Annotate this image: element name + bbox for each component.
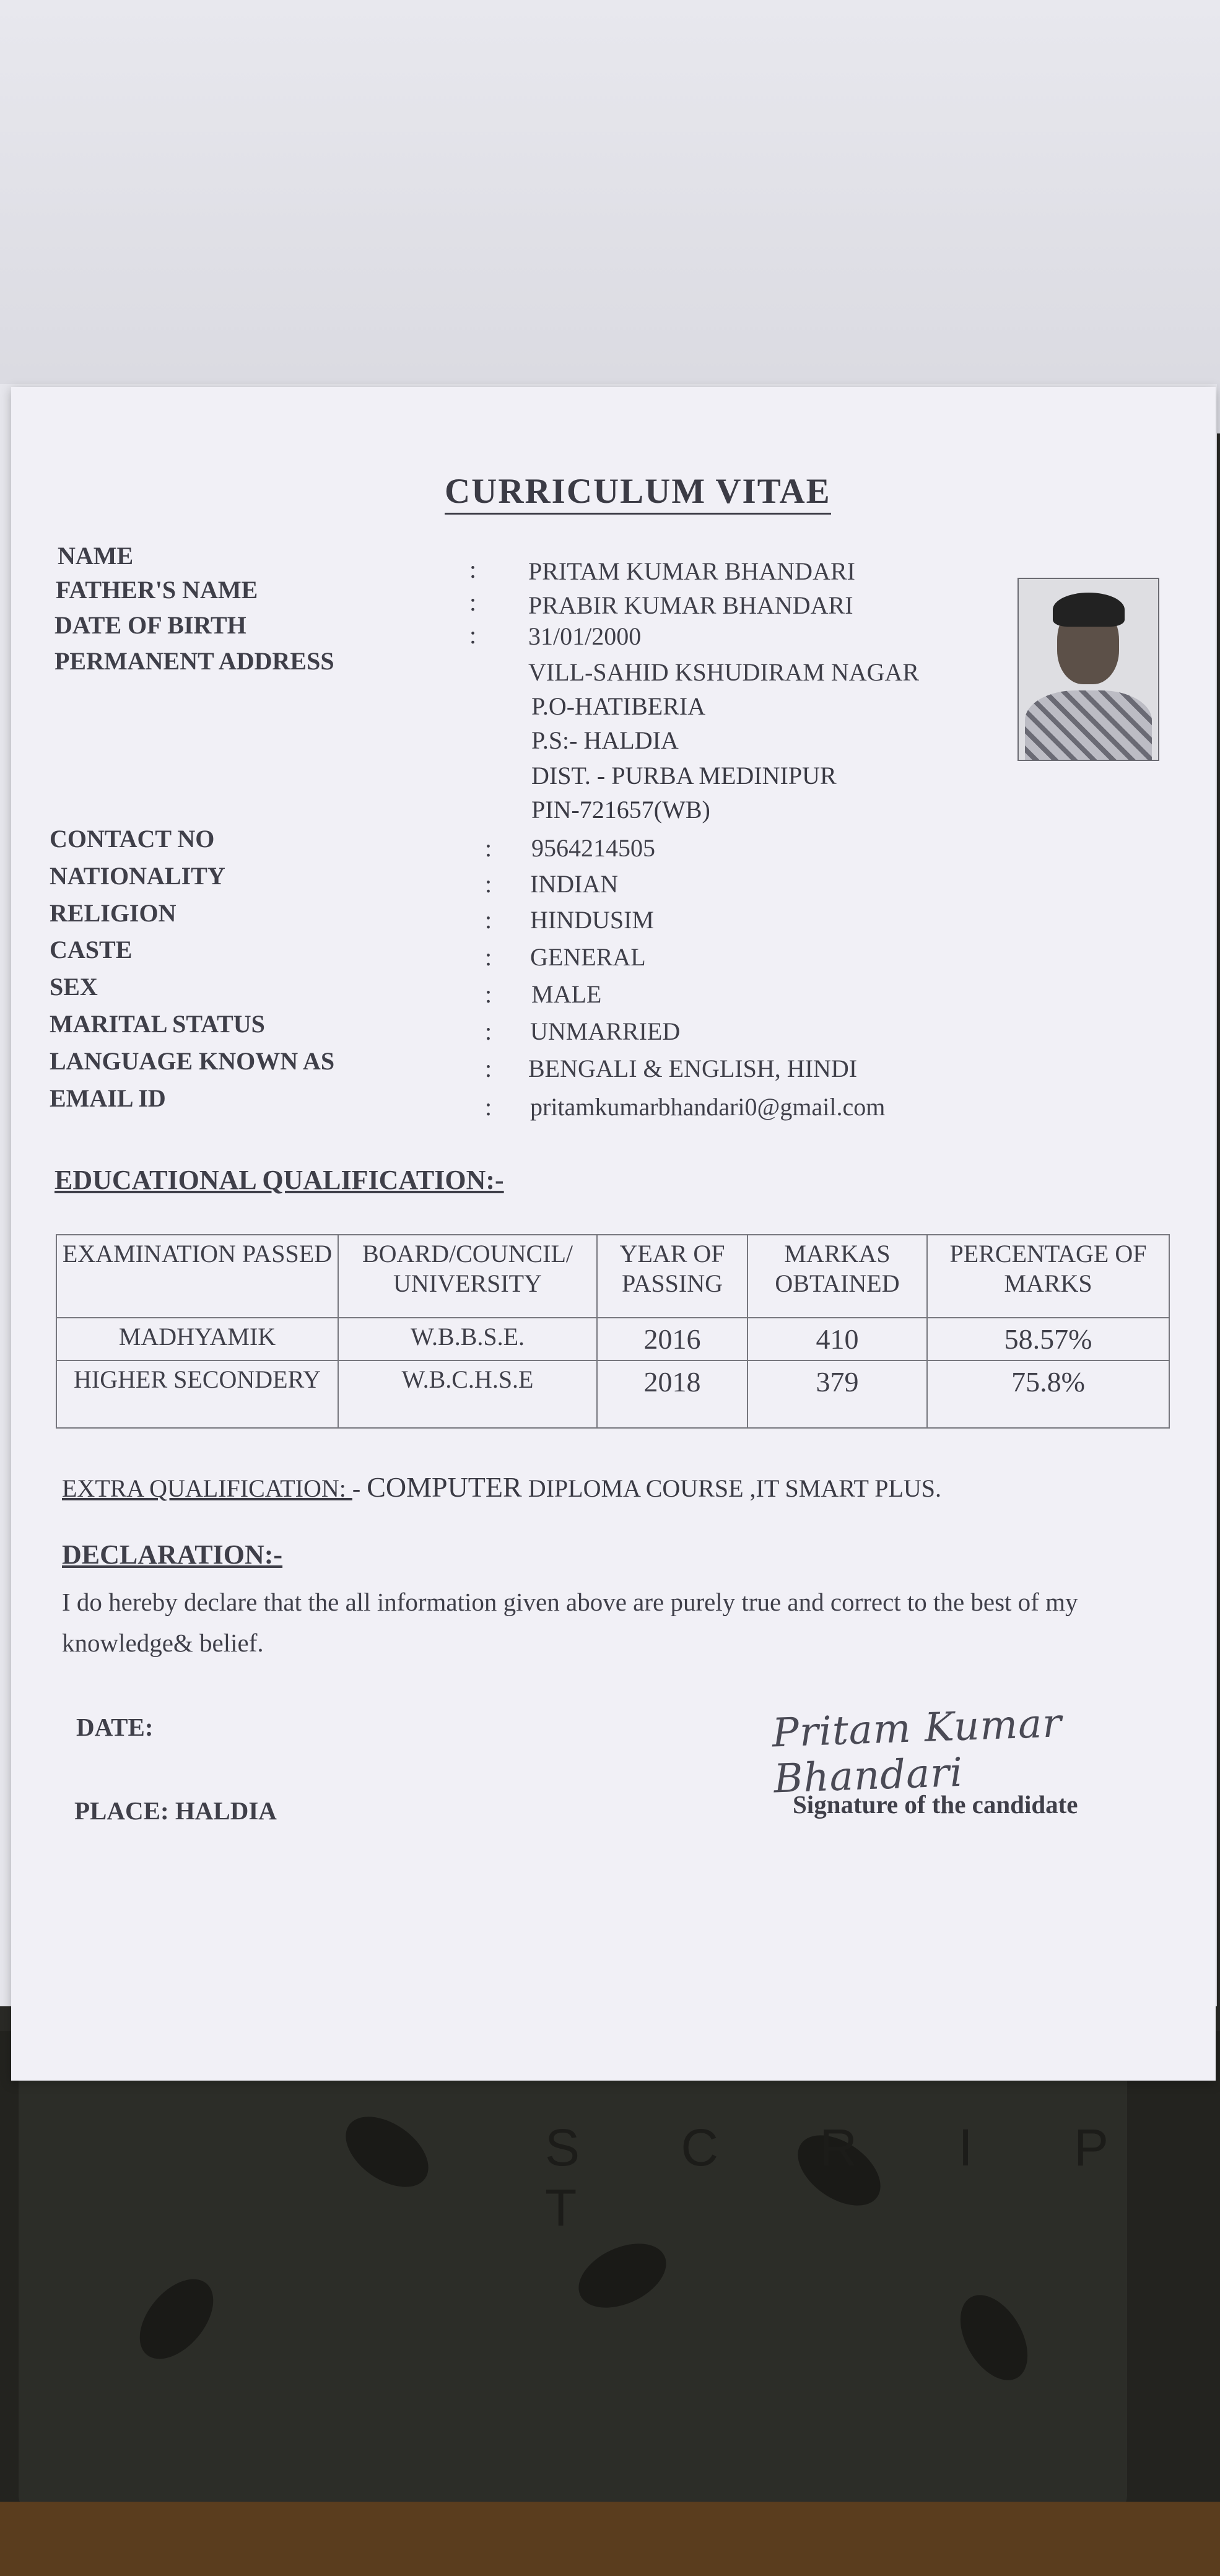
field-value-address-line: P.S:- HALDIA: [531, 726, 679, 754]
date-label: DATE:: [76, 1713, 154, 1741]
extra-qualification-value-rest: DIPLOMA COURSE ,IT SMART PLUS.: [521, 1474, 942, 1502]
table-header-cell: BOARD/COUNCIL/ UNIVERSITY: [338, 1235, 597, 1318]
handwritten-signature: Pritam Kumar Bhandari: [771, 1700, 1063, 1803]
field-value-email-id: pritamkumarbhandari0@gmail.com: [530, 1093, 886, 1121]
field-label-permanent-address: PERMANENT ADDRESS: [54, 647, 334, 675]
field-value-nationality: INDIAN: [530, 870, 619, 898]
field-colon: :: [485, 1055, 492, 1082]
field-label-sex: SEX: [50, 973, 98, 1001]
field-colon: :: [485, 943, 492, 971]
table-header-row: [56, 1235, 1169, 1318]
field-label-marital-status: MARITAL STATUS: [50, 1010, 265, 1038]
education-heading: EDUCATIONAL QUALIFICATION:-: [54, 1165, 504, 1195]
photo-hair: [1053, 593, 1125, 627]
place-label: PLACE: HALDIA: [74, 1796, 277, 1825]
field-value-caste: GENERAL: [530, 943, 646, 971]
table-cell: HIGHER SECONDERY: [56, 1360, 338, 1428]
field-value-address-line: VILL-SAHID KSHUDIRAM NAGAR: [528, 658, 920, 686]
table-cell: 75.8%: [927, 1360, 1169, 1428]
table-header-cell: PERCENTAGE OF MARKS: [927, 1235, 1169, 1318]
field-colon: :: [485, 1093, 492, 1121]
table-cell: 58.57%: [927, 1318, 1169, 1360]
extra-qualification-dash: -: [352, 1474, 367, 1502]
field-value-sex: MALE: [531, 980, 602, 1008]
field-label-nationality: NATIONALITY: [50, 862, 225, 890]
table-cell: 410: [747, 1318, 927, 1360]
signature-caption: Signature of the candidate: [793, 1790, 1078, 1819]
field-value-date-of-birth: 31/01/2000: [528, 622, 642, 650]
table-cell: 2016: [597, 1318, 747, 1360]
cv-paper: [11, 387, 1216, 2081]
field-value-address-line: DIST. - PURBA MEDINIPUR: [531, 762, 837, 790]
table-cell: W.B.B.S.E.: [338, 1318, 597, 1360]
cover-leaf-pattern: [125, 2266, 227, 2373]
field-label-language-known: LANGUAGE KNOWN AS: [50, 1047, 335, 1075]
field-value-contact-no: 9564214505: [531, 834, 655, 862]
photo-shirt: [1025, 690, 1152, 761]
field-label-name: NAME: [58, 542, 134, 570]
table-header-cell: YEAR OF PASSING: [597, 1235, 747, 1318]
table-cell: W.B.C.H.S.E: [338, 1360, 597, 1428]
field-colon: :: [469, 621, 477, 649]
table-cell: 2018: [597, 1360, 747, 1428]
field-value-address-line: PIN-721657(WB): [531, 796, 710, 824]
field-label-fathers-name: FATHER'S NAME: [56, 576, 258, 604]
field-colon: :: [485, 870, 492, 898]
page-title: CURRICULUM VITAE: [445, 471, 831, 515]
wall-background: [0, 0, 1220, 433]
field-value-language-known: BENGALI & ENGLISH, HINDI: [528, 1055, 858, 1082]
education-table: [56, 1234, 1170, 1429]
field-colon: :: [485, 834, 492, 862]
field-label-email-id: EMAIL ID: [50, 1084, 166, 1112]
wooden-floor: [0, 2502, 1220, 2576]
field-label-religion: RELIGION: [50, 899, 176, 927]
field-value-address-line: P.O-HATIBERIA: [531, 692, 706, 720]
cover-leaf-pattern: [333, 2102, 441, 2201]
extra-qualification-heading: EXTRA QUALIFICATION:: [62, 1474, 352, 1502]
field-colon: :: [485, 980, 492, 1008]
table-row: [56, 1360, 1169, 1428]
table-cell: 379: [747, 1360, 927, 1428]
field-colon: :: [485, 1017, 492, 1045]
field-label-date-of-birth: DATE OF BIRTH: [54, 611, 246, 639]
table-header-cell: EXAMINATION PASSED: [56, 1235, 338, 1318]
table-cell: MADHYAMIK: [56, 1318, 338, 1360]
field-value-name: PRITAM KUMAR BHANDARI: [528, 557, 855, 585]
field-label-caste: CASTE: [50, 936, 133, 964]
extra-qualification: [62, 1471, 941, 1503]
notebook-cover: [19, 2031, 1127, 2514]
field-value-religion: HINDUSIM: [530, 906, 654, 934]
cover-leaf-pattern: [569, 2231, 676, 2321]
field-value-fathers-name: PRABIR KUMAR BHANDARI: [528, 591, 853, 619]
table-header-cell: MARKAS OBTAINED: [747, 1235, 927, 1318]
field-colon: :: [469, 588, 477, 616]
field-colon: :: [485, 906, 492, 934]
field-label-contact-no: CONTACT NO: [50, 825, 215, 853]
declaration-heading: DECLARATION:-: [62, 1539, 283, 1570]
field-colon: :: [469, 555, 477, 583]
table-row: [56, 1318, 1169, 1360]
field-value-marital-status: UNMARRIED: [530, 1017, 681, 1045]
declaration-text: I do hereby declare that the all information given above are purely true and correct to the best of my knowledge& belief.: [62, 1588, 1078, 1657]
cover-script-text: S C R I P T: [545, 2118, 1151, 2237]
candidate-photo: [1017, 578, 1159, 761]
extra-qualification-value-main: COMPUTER: [367, 1471, 522, 1503]
cover-leaf-pattern: [947, 2284, 1042, 2392]
